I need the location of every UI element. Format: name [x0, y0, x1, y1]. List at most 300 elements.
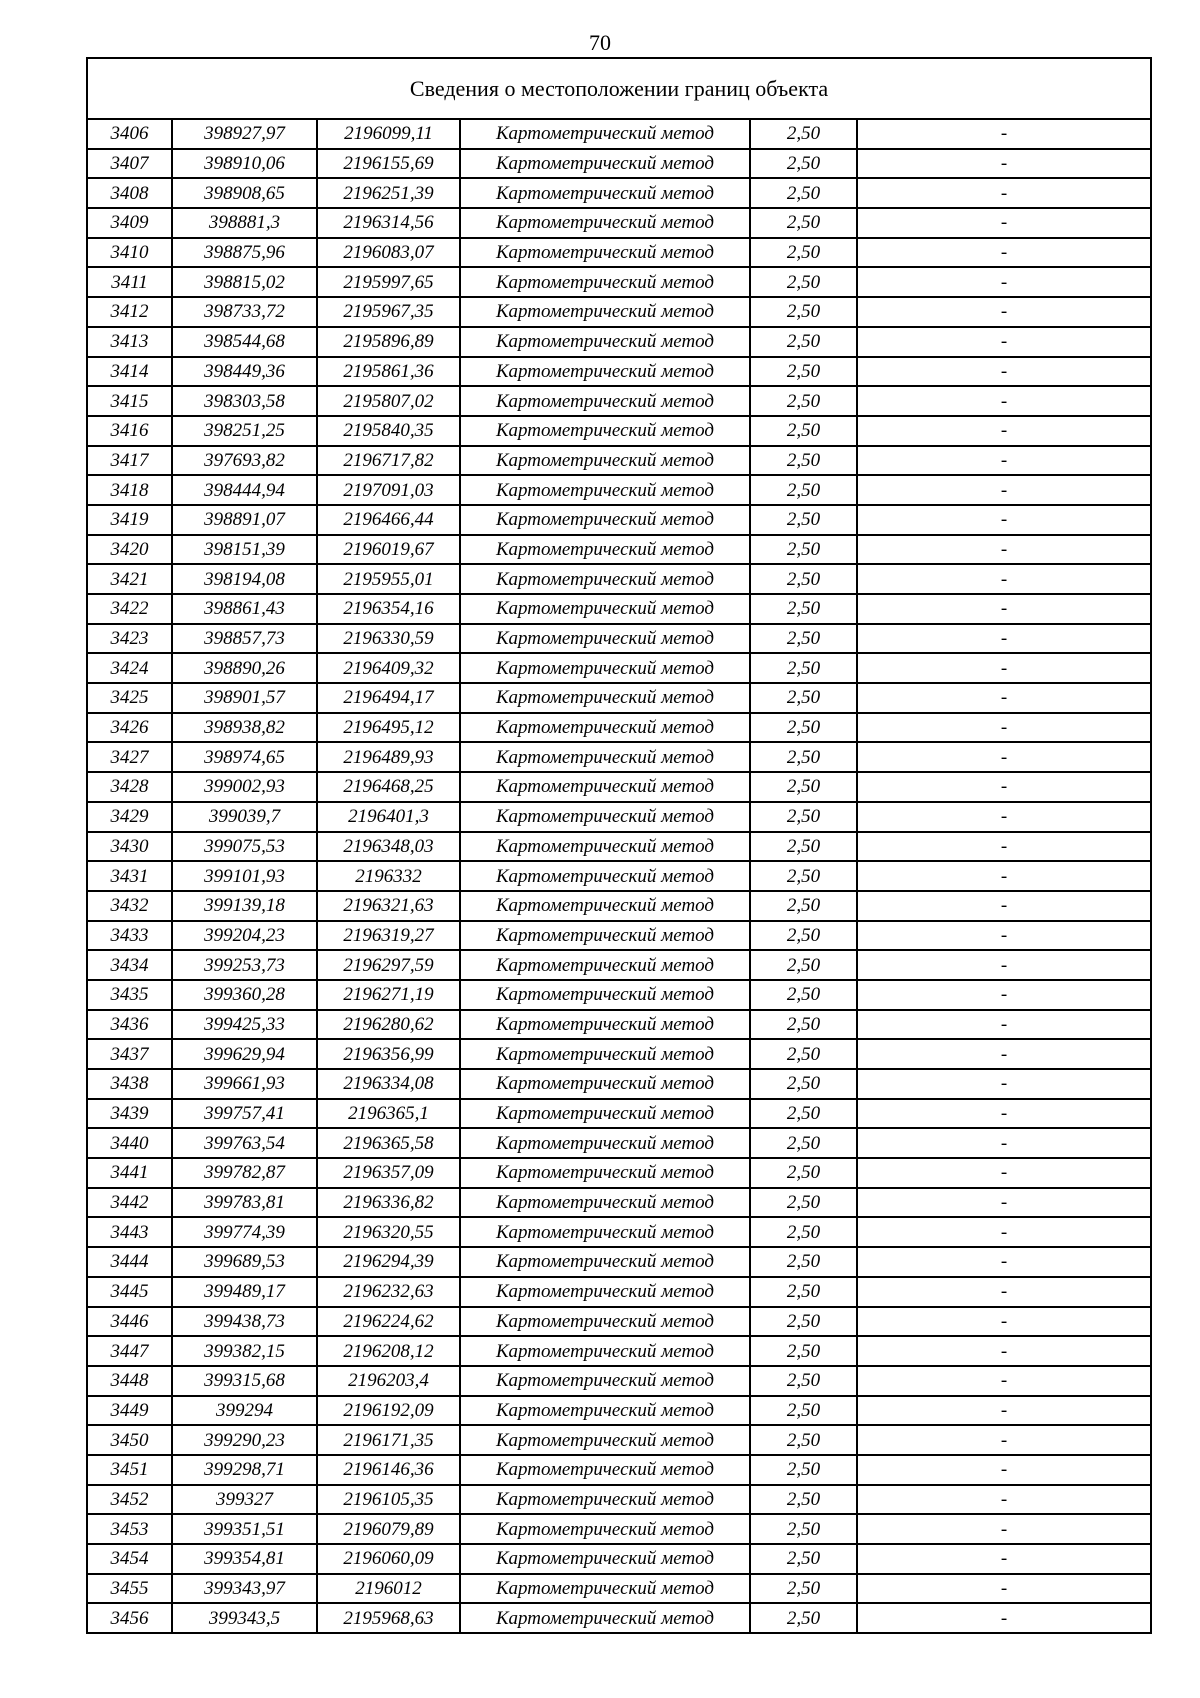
description-cell: -	[857, 594, 1151, 624]
table-row	[87, 921, 1151, 951]
method-cell: Картометрический метод	[460, 1455, 750, 1485]
accuracy-cell: 2,50	[750, 802, 857, 832]
x-coordinate-cell: 399294	[172, 1396, 317, 1426]
y-coordinate-cell: 2195997,65	[317, 267, 460, 297]
table-row	[87, 119, 1151, 149]
point-number-cell: 3437	[87, 1039, 172, 1069]
accuracy-cell: 2,50	[750, 713, 857, 743]
accuracy-cell: 2,50	[750, 1307, 857, 1337]
table-row	[87, 594, 1151, 624]
y-coordinate-cell: 2196365,1	[317, 1099, 460, 1129]
table-row	[87, 1366, 1151, 1396]
table-row	[87, 1307, 1151, 1337]
accuracy-cell: 2,50	[750, 1128, 857, 1158]
point-number-cell: 3450	[87, 1425, 172, 1455]
accuracy-cell: 2,50	[750, 267, 857, 297]
method-cell: Картометрический метод	[460, 683, 750, 713]
table-row	[87, 742, 1151, 772]
description-cell: -	[857, 208, 1151, 238]
x-coordinate-cell: 398910,06	[172, 149, 317, 179]
y-coordinate-cell: 2196314,56	[317, 208, 460, 238]
method-cell: Картометрический метод	[460, 713, 750, 743]
y-coordinate-cell: 2196495,12	[317, 713, 460, 743]
x-coordinate-cell: 398303,58	[172, 386, 317, 416]
accuracy-cell: 2,50	[750, 238, 857, 268]
point-number-cell: 3428	[87, 772, 172, 802]
x-coordinate-cell: 399343,97	[172, 1574, 317, 1604]
table-row	[87, 1544, 1151, 1574]
table-row	[87, 772, 1151, 802]
accuracy-cell: 2,50	[750, 505, 857, 535]
table-row	[87, 980, 1151, 1010]
point-number-cell: 3446	[87, 1307, 172, 1337]
point-number-cell: 3438	[87, 1069, 172, 1099]
table-row	[87, 624, 1151, 654]
y-coordinate-cell: 2196155,69	[317, 149, 460, 179]
table-row	[87, 861, 1151, 891]
accuracy-cell: 2,50	[750, 564, 857, 594]
method-cell: Картометрический метод	[460, 1574, 750, 1604]
accuracy-cell: 2,50	[750, 446, 857, 476]
table-row	[87, 1277, 1151, 1307]
table-row	[87, 505, 1151, 535]
x-coordinate-cell: 398151,39	[172, 535, 317, 565]
method-cell: Картометрический метод	[460, 832, 750, 862]
method-cell: Картометрический метод	[460, 1307, 750, 1337]
table-row	[87, 267, 1151, 297]
accuracy-cell: 2,50	[750, 742, 857, 772]
description-cell: -	[857, 149, 1151, 179]
x-coordinate-cell: 399783,81	[172, 1188, 317, 1218]
accuracy-cell: 2,50	[750, 1603, 857, 1633]
y-coordinate-cell: 2196320,55	[317, 1217, 460, 1247]
x-coordinate-cell: 399204,23	[172, 921, 317, 951]
y-coordinate-cell: 2196232,63	[317, 1277, 460, 1307]
description-cell: -	[857, 475, 1151, 505]
point-number-cell: 3456	[87, 1603, 172, 1633]
table-row	[87, 1217, 1151, 1247]
accuracy-cell: 2,50	[750, 1455, 857, 1485]
y-coordinate-cell: 2196357,09	[317, 1158, 460, 1188]
table-row	[87, 535, 1151, 565]
table-row	[87, 178, 1151, 208]
method-cell: Картометрический метод	[460, 267, 750, 297]
accuracy-cell: 2,50	[750, 1188, 857, 1218]
table-row	[87, 475, 1151, 505]
y-coordinate-cell: 2196297,59	[317, 950, 460, 980]
point-number-cell: 3430	[87, 832, 172, 862]
accuracy-cell: 2,50	[750, 1514, 857, 1544]
point-number-cell: 3414	[87, 357, 172, 387]
table-row	[87, 297, 1151, 327]
description-cell: -	[857, 386, 1151, 416]
point-number-cell: 3425	[87, 683, 172, 713]
y-coordinate-cell: 2196401,3	[317, 802, 460, 832]
description-cell: -	[857, 1544, 1151, 1574]
accuracy-cell: 2,50	[750, 178, 857, 208]
table-row	[87, 149, 1151, 179]
table-row	[87, 802, 1151, 832]
table-row	[87, 1039, 1151, 1069]
method-cell: Картометрический метод	[460, 891, 750, 921]
x-coordinate-cell: 399101,93	[172, 861, 317, 891]
method-cell: Картометрический метод	[460, 950, 750, 980]
y-coordinate-cell: 2196099,11	[317, 119, 460, 149]
accuracy-cell: 2,50	[750, 386, 857, 416]
description-cell: -	[857, 357, 1151, 387]
x-coordinate-cell: 399438,73	[172, 1307, 317, 1337]
table-title: Сведения о местоположении границ объекта	[87, 58, 1151, 119]
description-cell: -	[857, 1277, 1151, 1307]
table-row	[87, 1514, 1151, 1544]
point-number-cell: 3435	[87, 980, 172, 1010]
description-cell: -	[857, 1010, 1151, 1040]
y-coordinate-cell: 2195861,36	[317, 357, 460, 387]
accuracy-cell: 2,50	[750, 624, 857, 654]
description-cell: -	[857, 1128, 1151, 1158]
table-row	[87, 713, 1151, 743]
point-number-cell: 3426	[87, 713, 172, 743]
description-cell: -	[857, 238, 1151, 268]
table-row	[87, 208, 1151, 238]
x-coordinate-cell: 399382,15	[172, 1336, 317, 1366]
point-number-cell: 3406	[87, 119, 172, 149]
point-number-cell: 3427	[87, 742, 172, 772]
point-number-cell: 3407	[87, 149, 172, 179]
point-number-cell: 3422	[87, 594, 172, 624]
point-number-cell: 3415	[87, 386, 172, 416]
x-coordinate-cell: 399757,41	[172, 1099, 317, 1129]
table-row	[87, 1188, 1151, 1218]
y-coordinate-cell: 2196365,58	[317, 1128, 460, 1158]
table-row	[87, 1247, 1151, 1277]
method-cell: Картометрический метод	[460, 119, 750, 149]
accuracy-cell: 2,50	[750, 1277, 857, 1307]
accuracy-cell: 2,50	[750, 1425, 857, 1455]
x-coordinate-cell: 399343,5	[172, 1603, 317, 1633]
description-cell: -	[857, 178, 1151, 208]
point-number-cell: 3412	[87, 297, 172, 327]
method-cell: Картометрический метод	[460, 327, 750, 357]
point-number-cell: 3409	[87, 208, 172, 238]
accuracy-cell: 2,50	[750, 416, 857, 446]
point-number-cell: 3441	[87, 1158, 172, 1188]
description-cell: -	[857, 742, 1151, 772]
accuracy-cell: 2,50	[750, 1217, 857, 1247]
point-number-cell: 3440	[87, 1128, 172, 1158]
description-cell: -	[857, 505, 1151, 535]
x-coordinate-cell: 398444,94	[172, 475, 317, 505]
point-number-cell: 3443	[87, 1217, 172, 1247]
table-row	[87, 1069, 1151, 1099]
y-coordinate-cell: 2196294,39	[317, 1247, 460, 1277]
point-number-cell: 3429	[87, 802, 172, 832]
method-cell: Картометрический метод	[460, 594, 750, 624]
description-cell: -	[857, 1603, 1151, 1633]
x-coordinate-cell: 397693,82	[172, 446, 317, 476]
accuracy-cell: 2,50	[750, 1574, 857, 1604]
accuracy-cell: 2,50	[750, 1396, 857, 1426]
method-cell: Картометрический метод	[460, 1603, 750, 1633]
y-coordinate-cell: 2195840,35	[317, 416, 460, 446]
description-cell: -	[857, 921, 1151, 951]
point-number-cell: 3408	[87, 178, 172, 208]
description-cell: -	[857, 980, 1151, 1010]
table-row	[87, 1455, 1151, 1485]
x-coordinate-cell: 399298,71	[172, 1455, 317, 1485]
description-cell: -	[857, 535, 1151, 565]
method-cell: Картометрический метод	[460, 208, 750, 238]
accuracy-cell: 2,50	[750, 921, 857, 951]
x-coordinate-cell: 398194,08	[172, 564, 317, 594]
table-row	[87, 1128, 1151, 1158]
description-cell: -	[857, 1247, 1151, 1277]
x-coordinate-cell: 398974,65	[172, 742, 317, 772]
x-coordinate-cell: 398857,73	[172, 624, 317, 654]
accuracy-cell: 2,50	[750, 653, 857, 683]
y-coordinate-cell: 2196332	[317, 861, 460, 891]
table-row	[87, 416, 1151, 446]
table-row	[87, 386, 1151, 416]
x-coordinate-cell: 399253,73	[172, 950, 317, 980]
accuracy-cell: 2,50	[750, 891, 857, 921]
table-row	[87, 891, 1151, 921]
method-cell: Картометрический метод	[460, 1485, 750, 1515]
point-number-cell: 3431	[87, 861, 172, 891]
y-coordinate-cell: 2196060,09	[317, 1544, 460, 1574]
table-row	[87, 683, 1151, 713]
method-cell: Картометрический метод	[460, 1366, 750, 1396]
description-cell: -	[857, 832, 1151, 862]
description-cell: -	[857, 1425, 1151, 1455]
y-coordinate-cell: 2196717,82	[317, 446, 460, 476]
description-cell: -	[857, 416, 1151, 446]
accuracy-cell: 2,50	[750, 1069, 857, 1099]
point-number-cell: 3433	[87, 921, 172, 951]
table-row	[87, 1010, 1151, 1040]
y-coordinate-cell: 2196321,63	[317, 891, 460, 921]
description-cell: -	[857, 1069, 1151, 1099]
y-coordinate-cell: 2196171,35	[317, 1425, 460, 1455]
point-number-cell: 3419	[87, 505, 172, 535]
point-number-cell: 3413	[87, 327, 172, 357]
method-cell: Картометрический метод	[460, 505, 750, 535]
table-row	[87, 1425, 1151, 1455]
accuracy-cell: 2,50	[750, 683, 857, 713]
method-cell: Картометрический метод	[460, 1425, 750, 1455]
x-coordinate-cell: 399629,94	[172, 1039, 317, 1069]
point-number-cell: 3436	[87, 1010, 172, 1040]
method-cell: Картометрический метод	[460, 1039, 750, 1069]
method-cell: Картометрический метод	[460, 980, 750, 1010]
y-coordinate-cell: 2196208,12	[317, 1336, 460, 1366]
description-cell: -	[857, 1455, 1151, 1485]
table-header-row	[87, 58, 1151, 119]
point-number-cell: 3455	[87, 1574, 172, 1604]
accuracy-cell: 2,50	[750, 594, 857, 624]
y-coordinate-cell: 2196466,44	[317, 505, 460, 535]
description-cell: -	[857, 119, 1151, 149]
point-number-cell: 3416	[87, 416, 172, 446]
method-cell: Картометрический метод	[460, 802, 750, 832]
description-cell: -	[857, 950, 1151, 980]
accuracy-cell: 2,50	[750, 1247, 857, 1277]
y-coordinate-cell: 2195896,89	[317, 327, 460, 357]
method-cell: Картометрический метод	[460, 1010, 750, 1040]
x-coordinate-cell: 399139,18	[172, 891, 317, 921]
accuracy-cell: 2,50	[750, 1099, 857, 1129]
x-coordinate-cell: 398449,36	[172, 357, 317, 387]
accuracy-cell: 2,50	[750, 357, 857, 387]
y-coordinate-cell: 2196409,32	[317, 653, 460, 683]
accuracy-cell: 2,50	[750, 327, 857, 357]
x-coordinate-cell: 398908,65	[172, 178, 317, 208]
method-cell: Картометрический метод	[460, 861, 750, 891]
description-cell: -	[857, 653, 1151, 683]
point-number-cell: 3451	[87, 1455, 172, 1485]
y-coordinate-cell: 2196251,39	[317, 178, 460, 208]
description-cell: -	[857, 1514, 1151, 1544]
point-number-cell: 3424	[87, 653, 172, 683]
y-coordinate-cell: 2195955,01	[317, 564, 460, 594]
x-coordinate-cell: 398891,07	[172, 505, 317, 535]
description-cell: -	[857, 1099, 1151, 1129]
y-coordinate-cell: 2196083,07	[317, 238, 460, 268]
point-number-cell: 3447	[87, 1336, 172, 1366]
x-coordinate-cell: 399002,93	[172, 772, 317, 802]
description-cell: -	[857, 1188, 1151, 1218]
method-cell: Картометрический метод	[460, 149, 750, 179]
description-cell: -	[857, 327, 1151, 357]
y-coordinate-cell: 2196280,62	[317, 1010, 460, 1040]
point-number-cell: 3449	[87, 1396, 172, 1426]
point-number-cell: 3453	[87, 1514, 172, 1544]
y-coordinate-cell: 2196356,99	[317, 1039, 460, 1069]
method-cell: Картометрический метод	[460, 1396, 750, 1426]
method-cell: Картометрический метод	[460, 535, 750, 565]
x-coordinate-cell: 399039,7	[172, 802, 317, 832]
x-coordinate-cell: 399290,23	[172, 1425, 317, 1455]
accuracy-cell: 2,50	[750, 861, 857, 891]
point-number-cell: 3454	[87, 1544, 172, 1574]
point-number-cell: 3432	[87, 891, 172, 921]
x-coordinate-cell: 399327	[172, 1485, 317, 1515]
x-coordinate-cell: 398875,96	[172, 238, 317, 268]
method-cell: Картометрический метод	[460, 742, 750, 772]
description-cell: -	[857, 1336, 1151, 1366]
accuracy-cell: 2,50	[750, 149, 857, 179]
x-coordinate-cell: 398927,97	[172, 119, 317, 149]
table-row	[87, 1574, 1151, 1604]
method-cell: Картометрический метод	[460, 564, 750, 594]
x-coordinate-cell: 399075,53	[172, 832, 317, 862]
method-cell: Картометрический метод	[460, 357, 750, 387]
method-cell: Картометрический метод	[460, 475, 750, 505]
method-cell: Картометрический метод	[460, 178, 750, 208]
y-coordinate-cell: 2196012	[317, 1574, 460, 1604]
y-coordinate-cell: 2196146,36	[317, 1455, 460, 1485]
y-coordinate-cell: 2196354,16	[317, 594, 460, 624]
x-coordinate-cell: 399354,81	[172, 1544, 317, 1574]
y-coordinate-cell: 2196348,03	[317, 832, 460, 862]
accuracy-cell: 2,50	[750, 535, 857, 565]
point-number-cell: 3417	[87, 446, 172, 476]
y-coordinate-cell: 2196336,82	[317, 1188, 460, 1218]
method-cell: Картометрический метод	[460, 1336, 750, 1366]
description-cell: -	[857, 772, 1151, 802]
accuracy-cell: 2,50	[750, 832, 857, 862]
method-cell: Картометрический метод	[460, 1188, 750, 1218]
table-row	[87, 357, 1151, 387]
description-cell: -	[857, 861, 1151, 891]
x-coordinate-cell: 399661,93	[172, 1069, 317, 1099]
accuracy-cell: 2,50	[750, 1158, 857, 1188]
method-cell: Картометрический метод	[460, 1247, 750, 1277]
description-cell: -	[857, 891, 1151, 921]
description-cell: -	[857, 683, 1151, 713]
description-cell: -	[857, 802, 1151, 832]
table-row	[87, 832, 1151, 862]
x-coordinate-cell: 398890,26	[172, 653, 317, 683]
method-cell: Картометрический метод	[460, 1544, 750, 1574]
method-cell: Картометрический метод	[460, 624, 750, 654]
method-cell: Картометрический метод	[460, 446, 750, 476]
method-cell: Картометрический метод	[460, 772, 750, 802]
y-coordinate-cell: 2196105,35	[317, 1485, 460, 1515]
y-coordinate-cell: 2196203,4	[317, 1366, 460, 1396]
table-row	[87, 327, 1151, 357]
point-number-cell: 3452	[87, 1485, 172, 1515]
method-cell: Картометрический метод	[460, 238, 750, 268]
accuracy-cell: 2,50	[750, 950, 857, 980]
point-number-cell: 3418	[87, 475, 172, 505]
method-cell: Картометрический метод	[460, 1128, 750, 1158]
method-cell: Картометрический метод	[460, 653, 750, 683]
description-cell: -	[857, 297, 1151, 327]
method-cell: Картометрический метод	[460, 386, 750, 416]
point-number-cell: 3410	[87, 238, 172, 268]
table-row	[87, 1099, 1151, 1129]
accuracy-cell: 2,50	[750, 119, 857, 149]
x-coordinate-cell: 398544,68	[172, 327, 317, 357]
point-number-cell: 3448	[87, 1366, 172, 1396]
y-coordinate-cell: 2196271,19	[317, 980, 460, 1010]
point-number-cell: 3423	[87, 624, 172, 654]
point-number-cell: 3445	[87, 1277, 172, 1307]
description-cell: -	[857, 1485, 1151, 1515]
method-cell: Картометрический метод	[460, 297, 750, 327]
description-cell: -	[857, 267, 1151, 297]
table-row	[87, 1158, 1151, 1188]
method-cell: Картометрический метод	[460, 1277, 750, 1307]
y-coordinate-cell: 2196192,09	[317, 1396, 460, 1426]
method-cell: Картометрический метод	[460, 416, 750, 446]
table-row	[87, 564, 1151, 594]
table-row	[87, 1603, 1151, 1633]
y-coordinate-cell: 2196494,17	[317, 683, 460, 713]
y-coordinate-cell: 2196319,27	[317, 921, 460, 951]
point-number-cell: 3444	[87, 1247, 172, 1277]
y-coordinate-cell: 2196330,59	[317, 624, 460, 654]
point-number-cell: 3421	[87, 564, 172, 594]
description-cell: -	[857, 1039, 1151, 1069]
point-number-cell: 3411	[87, 267, 172, 297]
accuracy-cell: 2,50	[750, 1010, 857, 1040]
x-coordinate-cell: 399425,33	[172, 1010, 317, 1040]
accuracy-cell: 2,50	[750, 1485, 857, 1515]
x-coordinate-cell: 399782,87	[172, 1158, 317, 1188]
x-coordinate-cell: 398861,43	[172, 594, 317, 624]
